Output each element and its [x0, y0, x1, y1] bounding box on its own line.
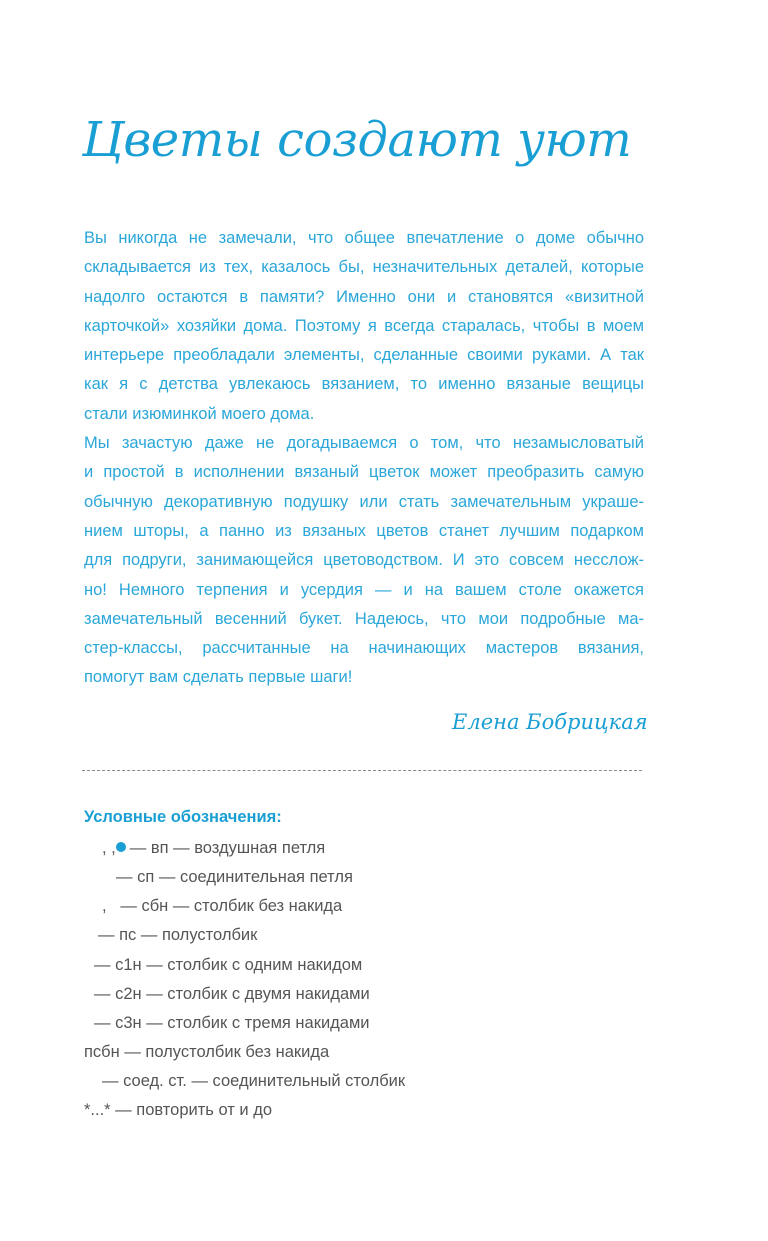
symbol-prefix: , ,	[102, 839, 116, 857]
legend-item-s3n	[94, 1011, 370, 1035]
legend-item-text: — сп — соединительная петля	[116, 868, 353, 886]
legend-item-text: — пс — полустолбик	[98, 926, 258, 944]
page-title: Цветы создают уют	[82, 112, 632, 168]
legend-item-text: *...* — повторить от и до	[84, 1101, 273, 1119]
author-signature: Елена Бобрицкая	[452, 710, 648, 734]
intro-line: карточкой» хозяйки дома. Поэтому я всегда старалась, чтобы в моем	[84, 316, 644, 335]
intro-line: помогут вам сделать первые шаги!	[84, 668, 353, 687]
legend-item-soed-st	[102, 1069, 405, 1093]
intro-line: но! Немного терпения и усердия — и на вашем столе окажется	[84, 580, 644, 599]
legend-item-sbn	[102, 894, 342, 918]
legend-title: Условные обозначения:	[84, 808, 282, 826]
intro-line: замечательный весенний букет. Надеюсь, что мои подробные ма-	[84, 609, 644, 628]
chain-stitch-dot-icon	[116, 842, 126, 852]
legend-item-text: — с1н — столбик с одним накидом	[94, 956, 363, 974]
legend-item-text: — с3н — столбик с тремя накидами	[94, 1014, 370, 1032]
legend-item-repeat	[84, 1098, 272, 1122]
intro-line: стер-классы, рассчитанные на начинающих мастеров вязания,	[84, 639, 644, 658]
symbol-prefix: ,	[102, 897, 107, 915]
intro-line: стали изюминкой моего дома.	[84, 404, 315, 423]
intro-line: Мы зачастую даже не догадываемся о том, что незамысловатый	[84, 434, 644, 453]
legend-item-s2n	[94, 982, 370, 1006]
legend-item-vp	[102, 836, 325, 860]
legend-item-text: — сбн — столбик без накида	[120, 897, 343, 915]
intro-text	[84, 224, 644, 693]
intro-line: для подруги, занимающейся цветоводством. И это совсем несслож-	[84, 551, 644, 570]
legend-item-sp	[116, 865, 353, 889]
legend-item-text: псбн — полустолбик без накида	[84, 1043, 330, 1061]
intro-line: обычную декоративную подушку или стать замечательным украше-	[84, 492, 644, 511]
legend-item-s1n	[94, 953, 362, 977]
intro-line: надолго остаются в памяти? Именно они и становятся «визитной	[84, 287, 644, 306]
legend-item-psbn	[84, 1040, 329, 1064]
intro-line: интерьере преобладали элементы, сделанные своими руками. А так	[84, 346, 644, 365]
legend-item-text: — соед. ст. — соединительный столбик	[102, 1072, 406, 1090]
intro-line: Вы никогда не замечали, что общее впечатление о доме обычно	[84, 229, 644, 247]
intro-line: складывается из тех, казалось бы, незначительных деталей, которые	[84, 258, 644, 277]
legend-item-ps	[98, 923, 257, 947]
intro-line: и простой в исполнении вязаный цветок может преобразить самую	[84, 463, 644, 482]
intro-line: как я с детства увлекаюсь вязанием, то именно вязаные вещицы	[84, 375, 644, 394]
legend-item-text: — с2н — столбик с двумя накидами	[94, 985, 370, 1003]
section-divider	[82, 770, 642, 771]
intro-line: нием шторы, а панно из вязаных цветов станет лучшим подарком	[84, 521, 644, 540]
legend-item-text: — вп — воздушная петля	[129, 839, 326, 857]
